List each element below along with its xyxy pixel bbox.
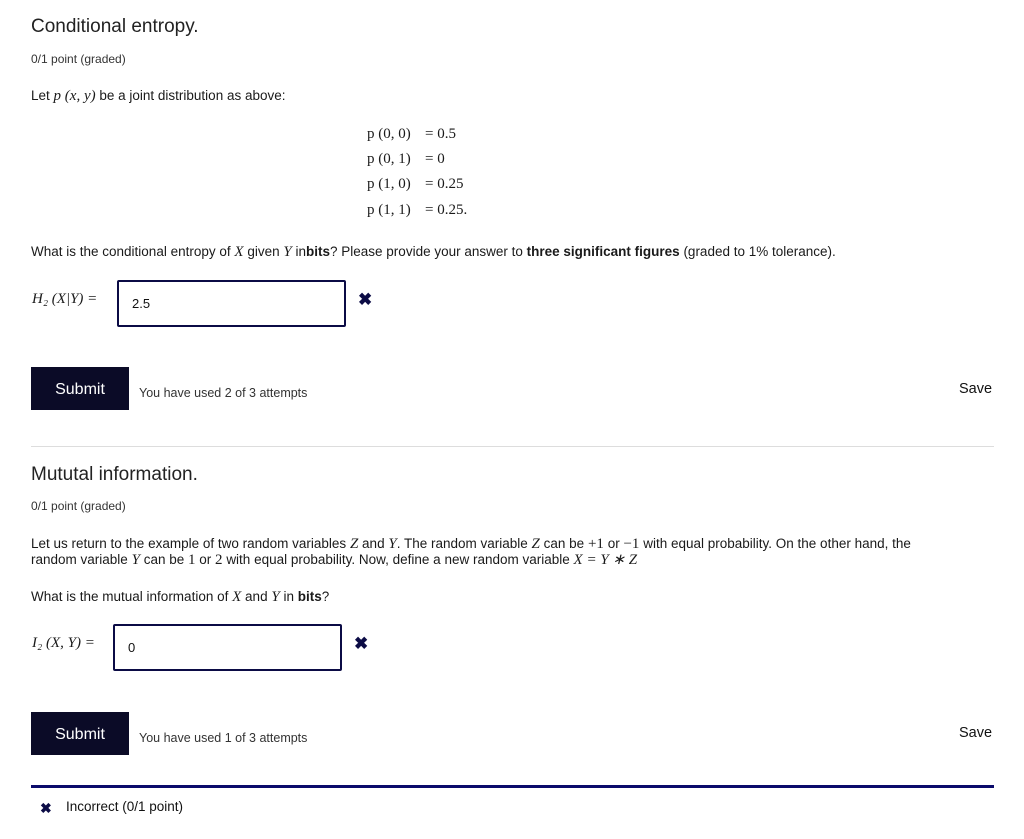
var-x: X <box>234 244 244 260</box>
paragraph-text: or <box>199 552 212 567</box>
joint-lhs: p (1, 0) <box>367 176 411 192</box>
question-text: given <box>247 244 280 259</box>
var-y: Y <box>271 589 280 605</box>
feedback-message: Incorrect (0/1 point) <box>66 799 184 814</box>
question-text: and <box>245 589 268 604</box>
var-z: Z <box>349 536 359 552</box>
problem2-points: 0/1 point (graded) <box>31 499 126 513</box>
problem1-question <box>31 244 836 260</box>
var-y: Y <box>283 244 292 260</box>
question-text: ? <box>321 589 330 604</box>
value-two: 2 <box>215 552 223 568</box>
bits-emphasis: bits <box>306 244 331 259</box>
joint-distribution-table <box>367 124 527 224</box>
question-text: What is the conditional entropy of <box>31 244 231 259</box>
question-text: in <box>283 589 294 604</box>
problem2-paragraph-line2 <box>31 552 637 568</box>
problem2-submit-button[interactable]: Submit <box>31 712 129 755</box>
problem1-points: 0/1 point (graded) <box>31 52 126 66</box>
intro-math: p (x, y) <box>53 88 96 104</box>
section-divider <box>31 446 994 447</box>
joint-rhs: = 0.25 <box>425 176 464 192</box>
paragraph-text: can be <box>543 536 585 551</box>
sig-figs-emphasis: three significant figures <box>526 244 680 259</box>
joint-rhs: = 0 <box>425 151 445 167</box>
value-one: 1 <box>188 552 196 568</box>
problem1-title: Conditional entropy. <box>31 16 199 37</box>
problem1-input-label: H₂ (X|Y) = <box>32 291 98 307</box>
joint-row <box>367 200 527 220</box>
joint-lhs: p (1, 1) <box>367 202 411 218</box>
intro-suffix: be a joint distribution as above: <box>99 88 286 103</box>
problem1-answer-input[interactable] <box>117 280 346 327</box>
problem2-incorrect-icon: ✖ <box>354 634 369 653</box>
question-text: in <box>295 244 306 259</box>
paragraph-text: with equal probability. Now, define a new random variable <box>226 552 570 567</box>
paragraph-text: random variable <box>31 552 128 567</box>
question-text: What is the mutual information of <box>31 589 229 604</box>
problem1-incorrect-icon: ✖ <box>358 290 373 309</box>
problem1-submit-button[interactable]: Submit <box>31 367 129 410</box>
feedback-status-bar <box>31 785 994 788</box>
var-y: Y <box>388 536 397 552</box>
intro-prefix: Let <box>31 88 50 103</box>
joint-lhs: p (0, 1) <box>367 151 411 167</box>
value-minus-one: −1 <box>623 536 640 552</box>
paragraph-text: with equal probability. On the other hand, the <box>643 536 911 551</box>
bits-emphasis: bits <box>297 589 322 604</box>
problem2-paragraph-line1 <box>31 536 994 552</box>
question-text: ? Please provide your answer to <box>330 244 523 259</box>
paragraph-text: . The random variable <box>396 536 528 551</box>
var-y: Y <box>131 552 140 568</box>
var-x: X <box>232 589 242 605</box>
paragraph-text: can be <box>143 552 185 567</box>
problem2-title: Mututal information. <box>31 464 198 485</box>
problem2-answer-input[interactable] <box>113 624 342 671</box>
definition-expression: X = Y ∗ Z <box>573 552 638 568</box>
problem2-save-button[interactable]: Save <box>959 725 993 741</box>
var-z: Z <box>531 536 540 552</box>
paragraph-text: Let us return to the example of two random variables <box>31 536 347 551</box>
problem2-attempts: You have used 1 of 3 attempts <box>139 731 308 745</box>
problem1-attempts: You have used 2 of 3 attempts <box>139 386 308 400</box>
paragraph-text: and <box>362 536 385 551</box>
joint-rhs: = 0.5 <box>425 126 456 142</box>
feedback-incorrect-icon: ✖ <box>40 800 52 816</box>
problem2-input-label: I₂ (X, Y) = <box>32 635 95 651</box>
joint-row <box>367 124 527 144</box>
paragraph-text: or <box>607 536 620 551</box>
joint-rhs: = 0.25. <box>425 202 468 218</box>
joint-lhs: p (0, 0) <box>367 126 411 142</box>
value-plus-one: +1 <box>587 536 604 552</box>
joint-row <box>367 149 527 169</box>
problem1-intro <box>31 88 286 104</box>
question-text: (graded to 1% tolerance). <box>683 244 836 259</box>
problem1-save-button[interactable]: Save <box>959 381 993 397</box>
joint-row <box>367 174 527 194</box>
problem2-question <box>31 589 329 605</box>
